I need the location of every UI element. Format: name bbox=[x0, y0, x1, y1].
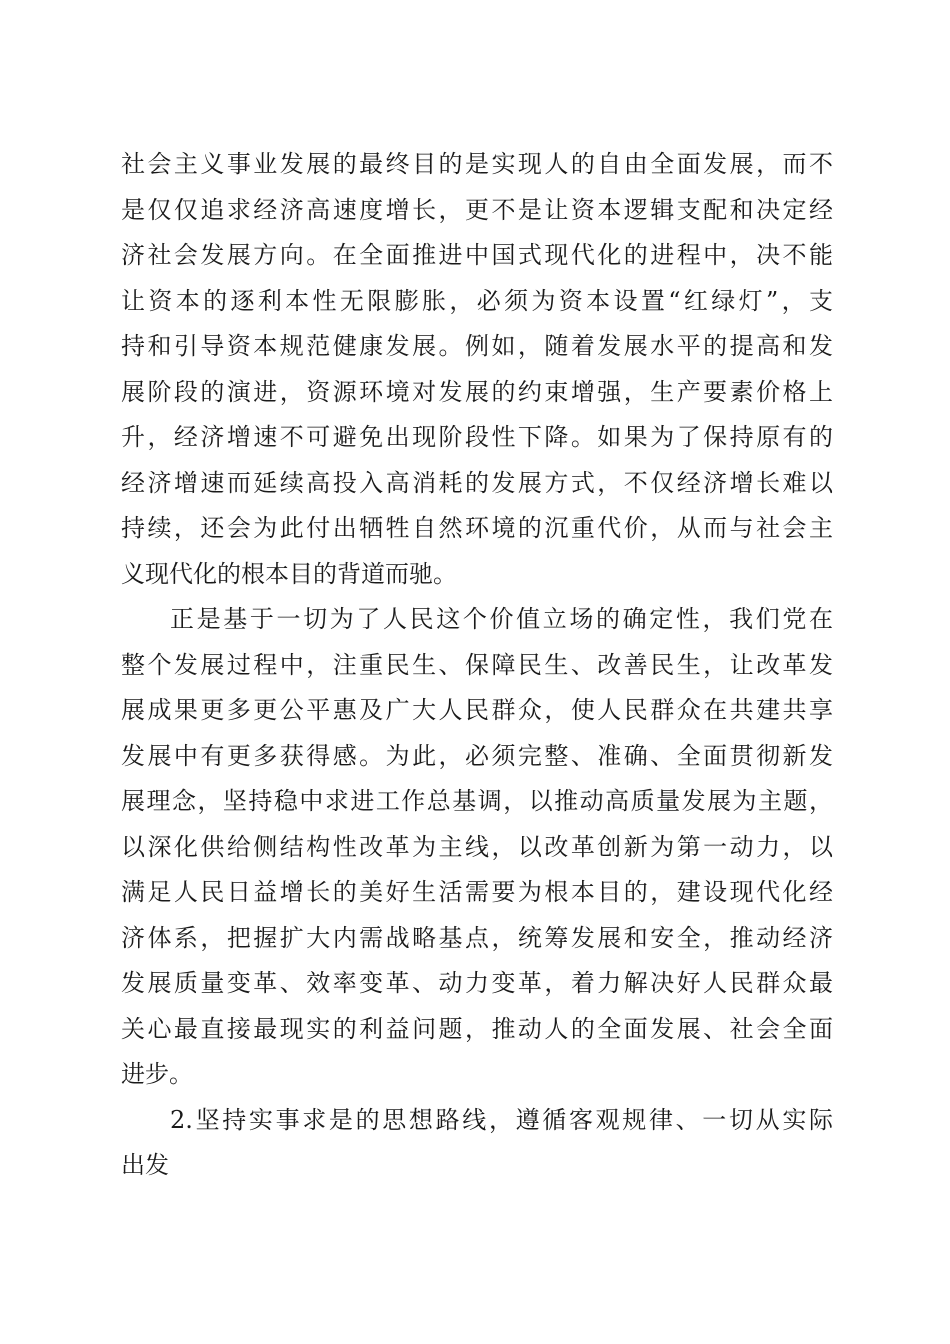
text-line: 经济增速而延续高投入高消耗的发展方式，不仅经济增长难以 bbox=[121, 468, 833, 497]
text-line: 济体系，把握扩大内需战略基点，统筹发展和安全，推动经济 bbox=[121, 923, 833, 952]
text-line: 发展质量变革、效率变革、动力变革，着力解决好人民群众最 bbox=[121, 969, 833, 997]
paragraph-people-centered bbox=[121, 597, 833, 1098]
text-line: 是仅仅追求经济高速度增长，更不是让资本逻辑支配和决定经 bbox=[121, 195, 833, 224]
heading-line: 出发 bbox=[121, 1151, 169, 1179]
text-line: 升，经济增速不可避免出现阶段性下降。如果为了保持原有的 bbox=[121, 423, 833, 451]
section-heading-2 bbox=[121, 1098, 833, 1189]
text-line: 进步。 bbox=[121, 1060, 193, 1088]
document-body bbox=[121, 142, 833, 1189]
text-line: 持续，还会为此付出牺牲自然环境的沉重代价，从而与社会主 bbox=[121, 514, 833, 542]
text-line: 社会主义事业发展的最终目的是实现人的自由全面发展，而不 bbox=[121, 150, 833, 178]
text-line: 济社会发展方向。在全面推进中国式现代化的进程中，决不能 bbox=[121, 241, 833, 269]
text-line: 展成果更多更公平惠及广大人民群众，使人民群众在共建共享 bbox=[121, 696, 833, 724]
text-line: 发展中有更多获得感。为此，必须完整、准确、全面贯彻新发 bbox=[121, 741, 833, 770]
text-line: 展阶段的演进，资源环境对发展的约束增强，生产要素价格上 bbox=[121, 377, 833, 406]
paragraph-capital-logic bbox=[121, 142, 833, 597]
text-line: 让资本的逐利本性无限膨胀，必须为资本设置“红绿灯”，支 bbox=[121, 286, 833, 315]
text-line: 以深化供给侧结构性改革为主线，以改革创新为第一动力，以 bbox=[121, 832, 833, 861]
text-line: 关心最直接最现实的利益问题，推动人的全面发展、社会全面 bbox=[121, 1014, 833, 1043]
text-line: 展理念，坚持稳中求进工作总基调，以推动高质量发展为主题， bbox=[121, 787, 833, 815]
text-line: 满足人民日益增长的美好生活需要为根本目的，建设现代化经 bbox=[121, 878, 833, 906]
heading-line: 2.坚持实事求是的思想路线，遵循客观规律、一切从实际 bbox=[170, 1105, 833, 1134]
text-line: 义现代化的根本目的背道而驰。 bbox=[121, 559, 457, 588]
text-line: 持和引导资本规范健康发展。例如，随着发展水平的提高和发 bbox=[121, 332, 833, 360]
text-line: 整个发展过程中，注重民生、保障民生、改善民生，让改革发 bbox=[121, 650, 833, 679]
text-line: 正是基于一切为了人民这个价值立场的确定性，我们党在 bbox=[170, 605, 833, 633]
